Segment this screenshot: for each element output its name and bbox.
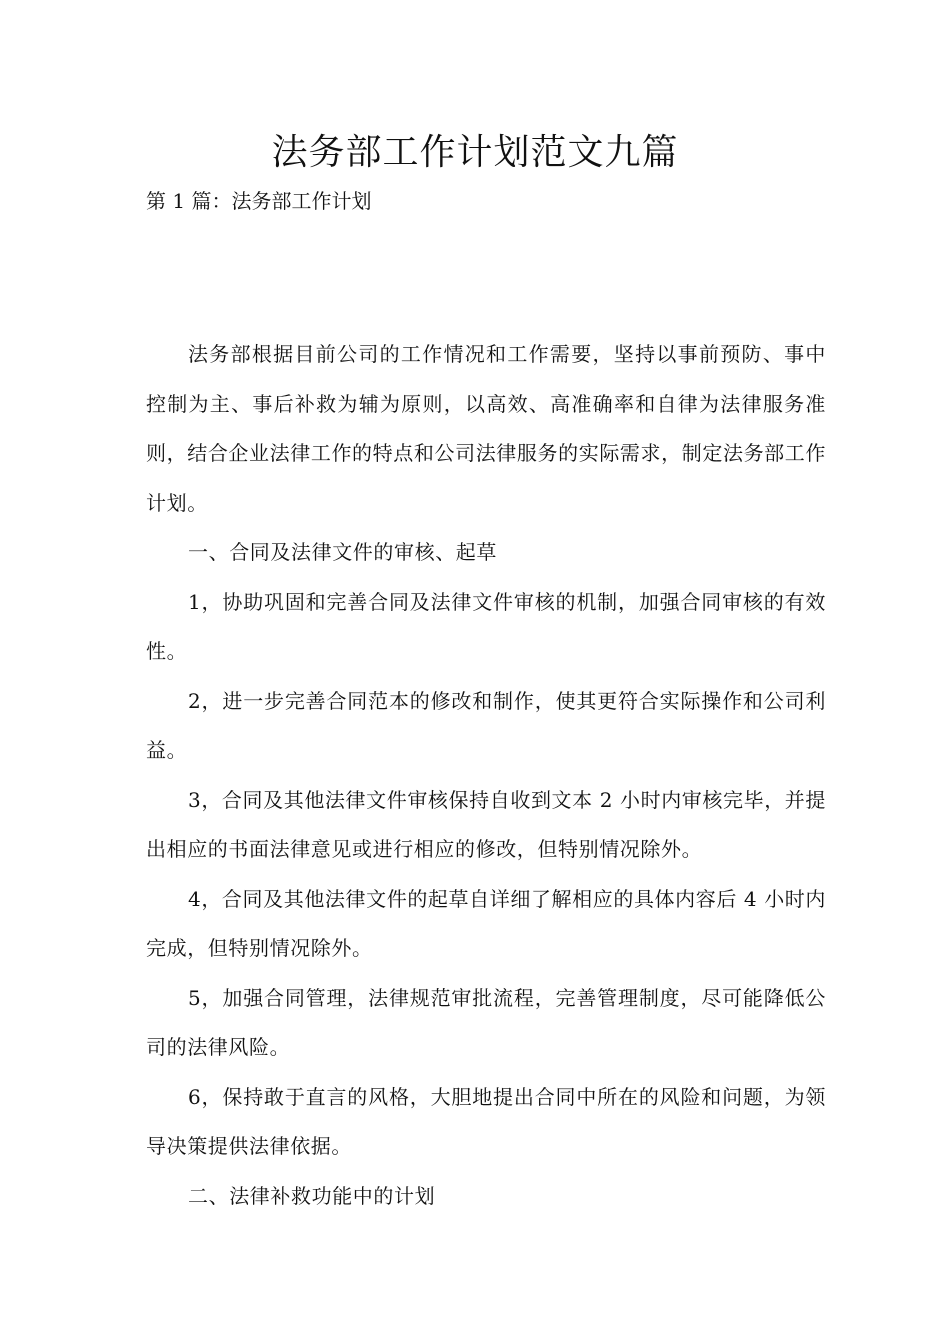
list-item: 4，合同及其他法律文件的起草自详细了解相应的具体内容后 4 小时内完成，但特别情况除外。 [146,886,826,960]
list-item: 5，加强合同管理，法律规范审批流程，完善管理制度，尽可能降低公司的法律风险。 [146,985,826,1059]
list-item: 6，保持敢于直言的风格，大胆地提出合同中所在的风险和问题，为领导决策提供法律依据。 [146,1084,826,1158]
section-heading-contracts: 一、合同及法律文件的审核、起草 [188,540,497,564]
paragraph-intro: 法务部根据目前公司的工作情况和工作需要，坚持以事前预防、事中控制为主、事后补救为辅为原则，以高效、高准确率和自律为法律服务准则，结合企业法律工作的特点和公司法律服务的实际需求，制定法务部工作计划。 [146,342,826,515]
list-item: 3，合同及其他法律文件审核保持自收到文本 2 小时内审核完毕，并提出相应的书面法律意见或进行相应的修改，但特别情况除外。 [146,787,826,861]
section-heading-remedies: 二、法律补救功能中的计划 [188,1183,436,1208]
document-body [146,330,826,1221]
document-subtitle: 第 1 篇：法务部工作计划 [146,189,372,213]
list-item: 1，协助巩固和完善合同及法律文件审核的机制，加强合同审核的有效性。 [146,589,826,663]
document-title: 法务部工作计划范文九篇 [271,132,679,173]
list-item: 2，进一步完善合同范本的修改和制作，使其更符合实际操作和公司利益。 [146,688,826,762]
